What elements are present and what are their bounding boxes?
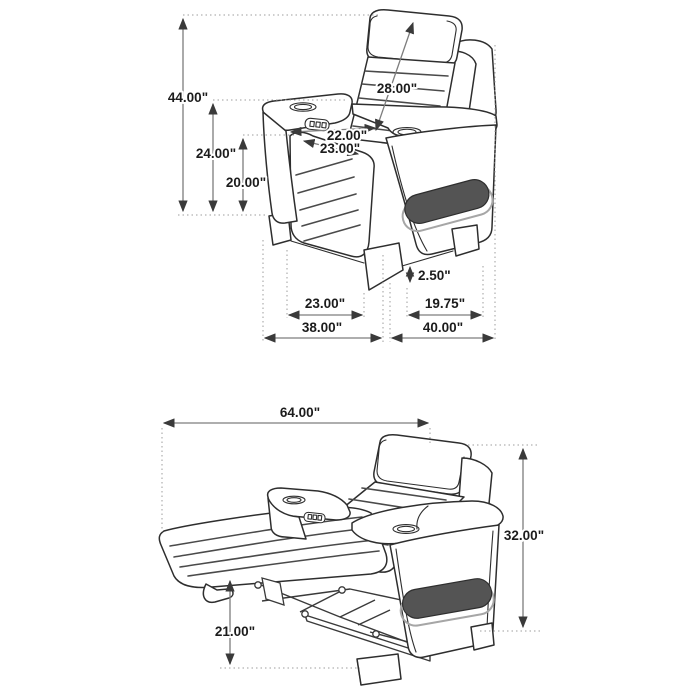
reclined-height-label: 32.00"	[503, 528, 545, 543]
foot-block	[452, 225, 479, 256]
dim-overall-depth	[265, 320, 381, 338]
seat-width-front-label: 23.00"	[319, 141, 361, 156]
side-panel-width-label: 19.75"	[424, 296, 466, 311]
seat-width-back-label: 22.00"	[326, 128, 368, 143]
foot-block	[471, 623, 494, 650]
seat-depth-label: 23.00"	[304, 296, 346, 311]
power-control-pad	[304, 512, 326, 523]
overall-width-label: 40.00"	[422, 320, 464, 335]
dim-overall-reclined-length	[164, 405, 428, 423]
dim-base-leg-height	[410, 267, 451, 283]
power-control-pad	[305, 118, 330, 131]
upright-recliner-illustration	[263, 10, 497, 290]
dim-side-panel-width	[409, 296, 481, 315]
dim-seat-depth	[289, 296, 362, 315]
reclined-recliner-illustration	[159, 435, 503, 685]
arm-height-label: 24.00"	[195, 146, 237, 161]
overall-depth-label: 38.00"	[301, 320, 343, 335]
footrest-height-label: 21.00"	[214, 624, 256, 639]
dim-overall-height	[168, 19, 208, 211]
base-leg-height-label: 2.50"	[418, 268, 451, 283]
dim-reclined-back-height	[504, 449, 544, 627]
dim-arm-height	[196, 104, 236, 211]
seat-back-height-label: 20.00"	[225, 175, 267, 190]
reclined-length-label: 64.00"	[279, 405, 321, 420]
overall-height-label: 44.00"	[167, 90, 209, 105]
foot-block	[357, 654, 401, 685]
back-cushion-height-label: 28.00"	[376, 81, 418, 96]
dim-overall-width	[392, 320, 493, 338]
